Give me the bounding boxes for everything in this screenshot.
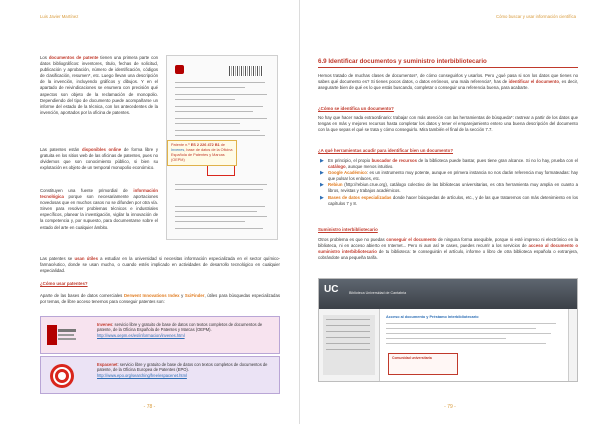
paragraph-interlibrary <box>318 237 578 261</box>
text: : servicio libre y gratuito de base de datos con textos completos de documentos de patente, de la Oficina Española de Patentes y Marcas (OEPM). <box>97 322 263 333</box>
paragraph-free-access <box>40 293 280 305</box>
question-heading: ¿A qué herramientas acudir para identificar bien un documento? <box>318 148 453 153</box>
text: de <box>219 143 225 147</box>
oepm-logo-icon <box>47 323 77 349</box>
database-card-espacenet <box>40 356 280 394</box>
text: tienen una primera parte con datos bibliográficos: inventores, título, fechas de solicitud, publicación y aprobación, número de identificación, códigos de clasificación, resumen*, etc. Luego llevan una descripción de la invención, incluyendo gráficos y dibujos. Y en el apartado de reivindicaciones se enumera con precisión qué aspectos son objeto de la reclamación de monopolio. Dependiendo del tipo de documento puede acompañarse un informe del estado de la técnica, con los antecedentes de la invención, aportados por la oficina de patentes. <box>40 55 158 115</box>
text: y <box>179 293 185 298</box>
section-rule <box>318 67 578 68</box>
content-panel <box>379 309 569 382</box>
running-header: Cómo buscar y usar información científica <box>495 14 576 19</box>
text: , útiles para búsquedas especializadas por temas, de libre acceso tenemos para conseguir patentes son: <box>40 293 280 305</box>
running-header: Luis Javier Martínez <box>40 14 79 19</box>
question-heading: ¿Cómo se identifica un documento? <box>318 106 394 111</box>
term: catálogo <box>328 164 346 170</box>
list-item <box>318 170 578 182</box>
page-number: - 79 - <box>444 404 456 410</box>
arrow-icon: ▶ <box>320 182 324 189</box>
database-name: Invenes <box>97 322 113 327</box>
paragraph-identify: No hay que hacer nada extraordinario: trabajar con más atención con las herramientas de búsqueda*: rastrear a partir de los datos que tengas en más y mejores recursos hasta completar los datos y tener el emparejamiento entero una buena descripción del documento con la que sepas el qué se trata y cómo conseguirlo. Mira también el final de la sección 7.7. <box>318 115 578 133</box>
database-link[interactable]: http://www.oepm.es/es/informacion/invenes.html <box>97 332 185 338</box>
text: (http://rebiun.crue.org), catálogo colectivo de las bibliotecas universitarias, es otra herramienta muy amplia en cuanto a libros, revistas y trabajos académicos. <box>328 182 578 194</box>
text: ES 2 226 472 B1 <box>190 143 220 147</box>
list-item <box>318 182 578 194</box>
text: Constituyen una fuente primordial de <box>40 188 134 193</box>
term: Rebiun <box>328 182 343 188</box>
term: documentos de patente <box>48 55 99 60</box>
oepm-logo-icon <box>175 65 184 74</box>
hero-banner <box>319 279 577 309</box>
uc-logo: UC <box>324 284 339 295</box>
term: Derwent Innovations Index <box>123 293 180 298</box>
database-description <box>97 322 275 338</box>
text: porque son necesariamente aportaciones novedosas que en muchos casos no se difunden por otra vía. Sirven para resolver problemas técnicos e industriales específicos, planear la investigación, vigilar la innovación de la competencia y, por supuesto, para documentarse sobre el estado del arte en cualquier ámbito. <box>40 194 158 230</box>
text: de forma libre y gratuita en los sitios web de las oficinas de patentes, pues no olvidemos que son conocimiento público, si bien su explotación es objeto de un temporal monopolio económico. <box>40 147 158 171</box>
text: Aparte de las bases de datos comerciales <box>40 293 124 298</box>
page-number: - 78 - <box>143 404 156 410</box>
panel-title: Acceso al documento y Préstamo Interbibliotecario <box>386 315 479 319</box>
text: Las patentes se <box>40 256 75 261</box>
text: Otros problema es que no puedas <box>318 237 387 242</box>
paragraph-usage <box>40 256 280 274</box>
sidebar-menu <box>323 315 375 375</box>
text: : servicio libre y gratuito de base de datos con textos completos de documentos de patente, de la Oficina Europea de Patentes (EPO). <box>97 362 268 373</box>
list-item <box>318 158 578 170</box>
term: identificar el documento <box>508 79 559 85</box>
library-website-screenshot <box>318 278 578 382</box>
paragraph-tech-info <box>40 188 158 231</box>
term: acceso al documento o suministro interbibliotecario <box>318 243 578 255</box>
text: a estudiar en la universidad si necesitas información especializada en el sector químico-farmacéutico, donde se usan mucho, o cuando estés implicado en actividades de desarrollo tecnológico en cualquier especialidad. <box>40 256 280 274</box>
database-description <box>97 362 275 378</box>
arrow-icon: ▶ <box>320 170 324 177</box>
term: Bases de datos especializadas <box>328 194 392 200</box>
database-card-invenes <box>40 316 280 354</box>
text: Las patentes están <box>40 147 82 152</box>
subheading: ¿Cómo usar patentes? <box>40 281 88 286</box>
term: Google Académico <box>328 170 367 176</box>
text: de tu biblioteca: te conseguirán el artículo, informe o libro de otra biblioteca española o extranjera, cobrándote una pequeña tarifa. <box>318 249 578 261</box>
text: : es un instrumento muy potente, aunque en primera instancia no nos darán referencia muy formateadas: hay que pulsar los enlaces, etc. <box>328 170 578 182</box>
epo-logo-icon <box>47 363 77 389</box>
database-name: Espacenet <box>97 362 118 367</box>
community-box <box>388 353 458 375</box>
text: Los <box>40 55 49 60</box>
hero-text: Biblioteca Universidad de Cantabria <box>349 291 407 295</box>
paragraph-patent-documents <box>40 55 158 116</box>
term: SciFinder <box>184 293 205 298</box>
question-heading: Suministro interbibliotecario <box>318 227 378 232</box>
tools-list <box>318 158 578 207</box>
arrow-icon: ▶ <box>320 194 324 201</box>
arrow-icon: ▶ <box>320 158 324 164</box>
term: usan útiles <box>74 256 98 261</box>
text: de ninguna forma asequible, porque ni esté impreso ni electrónico en la biblioteca, ni en acceso abierto en Internet... Pero ni aun así te cases, puedes recurrir a los servicios de <box>318 237 578 249</box>
text: , es decir, asegurarte bien de qué es lo que estás buscando, completar o conseguir una referencia buena, para acabarte. <box>318 79 578 91</box>
text: Invenes <box>171 148 185 152</box>
paragraph-online <box>40 147 158 171</box>
term: conseguir el documento <box>386 237 437 242</box>
text: donde hacer búsquedas de artículos, etc., y de las que trataremos con más detenimiento en los capítulos 7 y 8. <box>328 194 578 206</box>
box-title: Comunidad universitaria <box>392 356 432 360</box>
section-title: 6.9 Identificar documentos y suministro interbibliotecario <box>318 58 487 65</box>
list-item <box>318 195 578 207</box>
text: Patente n.º <box>171 143 191 147</box>
patent-callout <box>167 140 237 166</box>
text: , base de datos de la Oficina Española de Patentes y Marcas (OEPM) <box>171 148 233 162</box>
term: buscador de recursos <box>371 158 417 163</box>
database-link[interactable]: http://www.epo.org/searching/free/espacenet.html <box>97 372 187 378</box>
text: En principio, el propio <box>328 158 372 163</box>
text: , aunque menos intuitivo. <box>345 164 394 170</box>
term: información tecnológica <box>40 188 158 200</box>
right-page <box>300 0 600 424</box>
text: Hemos tratado de muchas clases de documentos*, de cómo conseguirlos y usarlos. Pero ¿qué pasa si son los datos que tienes no sabes qué documento es? Si tienes pocos datos, o datos erróneos, una mala referencia*, has de <box>318 73 578 85</box>
paragraph-intro <box>318 73 578 91</box>
text: de la biblioteca puede bastar, pues tiene gran alcance. Si no lo hay, prueba con el <box>416 158 578 163</box>
term: disponibles online <box>81 147 122 152</box>
barcode-icon <box>229 66 263 76</box>
